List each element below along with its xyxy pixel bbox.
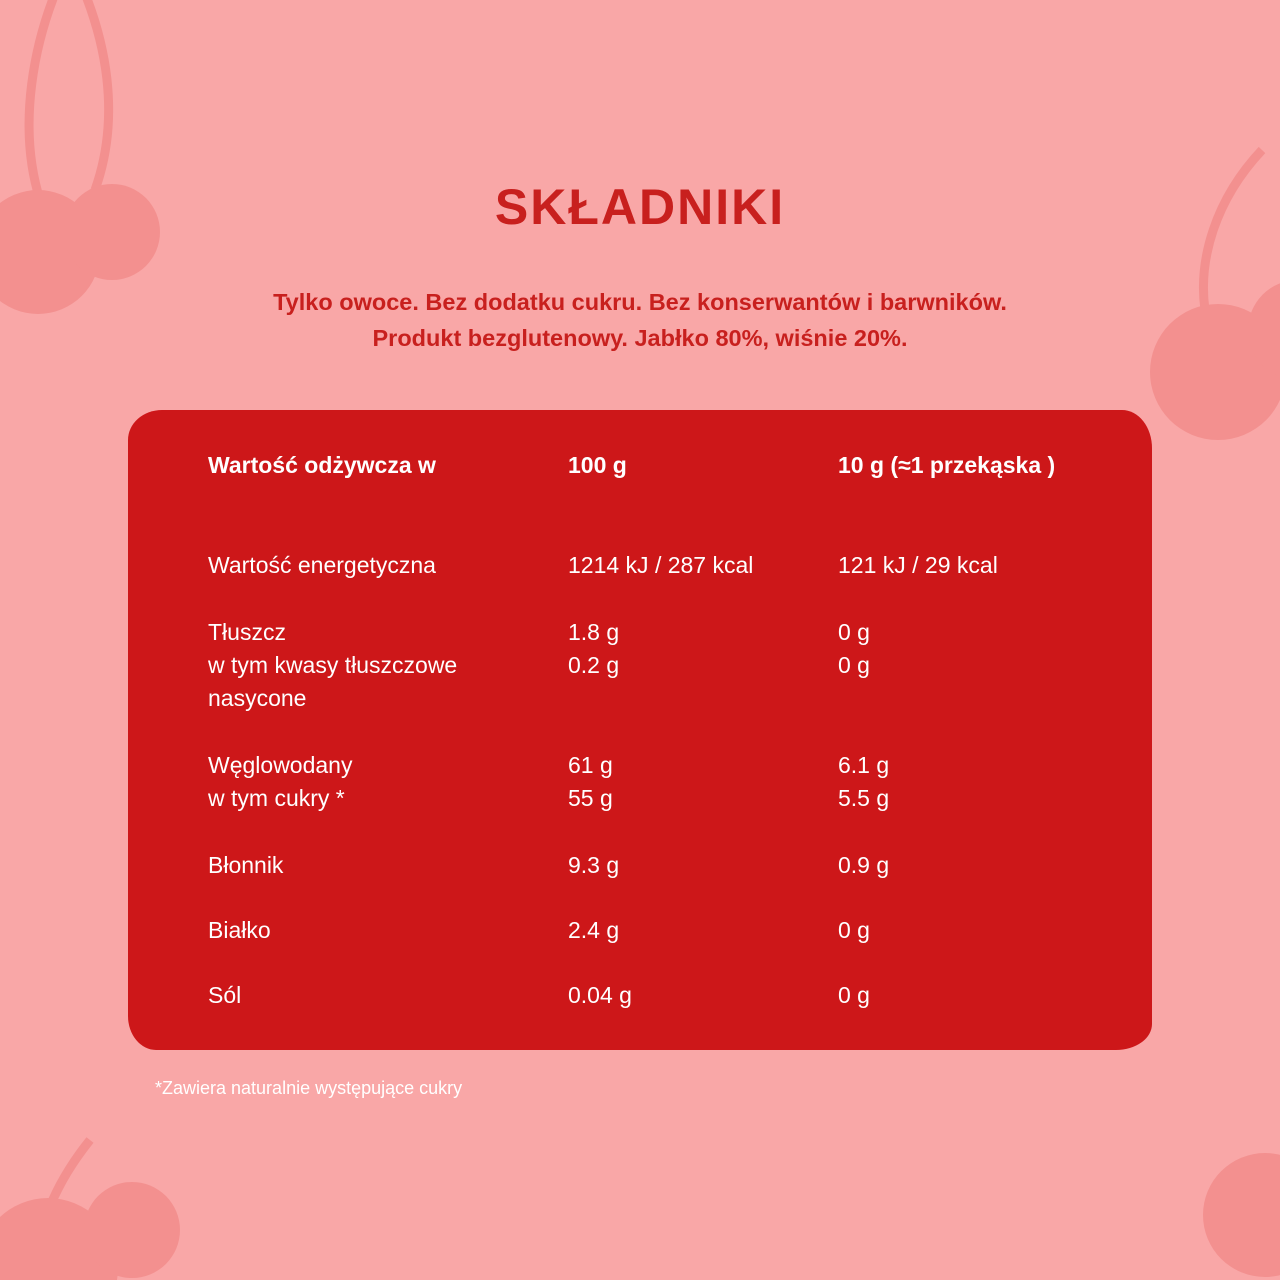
row-value-10g-line-1: 0 g bbox=[838, 917, 870, 943]
row-value-10g-line-2: 0 g bbox=[838, 652, 870, 678]
footnote: *Zawiera naturalnie występujące cukry bbox=[155, 1078, 463, 1098]
row-value-100g-line-1: 1.8 g bbox=[568, 619, 620, 645]
row-label-line-3: nasycone bbox=[208, 685, 307, 711]
table-row bbox=[208, 914, 1108, 979]
nutrition-table bbox=[208, 452, 1108, 1044]
table-row bbox=[208, 616, 1108, 749]
row-label-line-2: w tym cukry * bbox=[208, 785, 345, 811]
row-value-10g-line-1: 0.9 g bbox=[838, 852, 890, 878]
row-value-10g-line-1: 6.1 g bbox=[838, 752, 890, 778]
header-value-100g: 100 g bbox=[568, 452, 627, 478]
row-value-100g-line-1: 0.04 g bbox=[568, 982, 632, 1008]
table-row bbox=[208, 749, 1108, 849]
row-value-10g-line-2: 5.5 g bbox=[838, 785, 890, 811]
row-label bbox=[208, 849, 568, 914]
row-value-100g-line-1: 2.4 g bbox=[568, 917, 620, 943]
row-value-10g bbox=[838, 979, 1108, 1044]
row-value-10g bbox=[838, 849, 1108, 914]
table-row bbox=[208, 549, 1108, 616]
row-label-line-1: Tłuszcz bbox=[208, 619, 286, 645]
row-value-10g bbox=[838, 749, 1108, 849]
row-label bbox=[208, 979, 568, 1044]
row-value-100g bbox=[568, 914, 838, 979]
row-value-10g-line-1: 0 g bbox=[838, 982, 870, 1008]
row-value-10g bbox=[838, 616, 1108, 749]
page-title: SKŁADNIKI bbox=[494, 179, 786, 235]
row-value-100g bbox=[568, 979, 838, 1044]
row-value-100g bbox=[568, 749, 838, 849]
cherry-icon-bottom-right bbox=[1203, 1153, 1280, 1277]
table-row bbox=[208, 849, 1108, 914]
table-header-row bbox=[208, 452, 1108, 549]
row-value-10g-line-1: 121 kJ / 29 kcal bbox=[838, 552, 998, 578]
row-value-100g bbox=[568, 549, 838, 616]
row-label-line-2: w tym kwasy tłuszczowe bbox=[208, 652, 458, 678]
row-label-line-1: Białko bbox=[208, 917, 271, 943]
cherry-icon-top-left bbox=[0, 0, 160, 314]
row-value-100g bbox=[568, 616, 838, 749]
row-value-10g bbox=[838, 549, 1108, 616]
row-value-100g-line-1: 1214 kJ / 287 kcal bbox=[568, 552, 754, 578]
subtitle-line-2: Produkt bezglutenowy. Jabłko 80%, wiśnie 20%. bbox=[372, 325, 908, 351]
cherry-icon-bottom-left bbox=[0, 1140, 180, 1280]
row-label bbox=[208, 749, 568, 849]
row-value-100g-line-2: 0.2 g bbox=[568, 652, 620, 678]
row-label-line-1: Węglowodany bbox=[208, 752, 353, 778]
subtitle-line-1: Tylko owoce. Bez dodatku cukru. Bez konserwantów i barwników. bbox=[273, 289, 1007, 315]
nutrition-card-content bbox=[208, 452, 1108, 1044]
row-label-line-1: Wartość energetyczna bbox=[208, 552, 436, 578]
row-label bbox=[208, 914, 568, 979]
row-value-10g-line-1: 0 g bbox=[838, 619, 870, 645]
header-label: Wartość odżywcza w bbox=[208, 452, 436, 478]
row-label bbox=[208, 549, 568, 616]
row-value-10g bbox=[838, 914, 1108, 979]
row-value-100g bbox=[568, 849, 838, 914]
row-value-100g-line-2: 55 g bbox=[568, 785, 613, 811]
row-label bbox=[208, 616, 568, 749]
page-subtitle bbox=[190, 284, 1090, 356]
header-value-10g: 10 g (≈1 przekąska ) bbox=[838, 452, 1056, 478]
row-label-line-1: Sól bbox=[208, 982, 242, 1008]
table-row bbox=[208, 979, 1108, 1044]
row-label-line-1: Błonnik bbox=[208, 852, 284, 878]
nutrition-card bbox=[128, 410, 1152, 1050]
row-value-100g-line-1: 9.3 g bbox=[568, 852, 620, 878]
row-value-100g-line-1: 61 g bbox=[568, 752, 613, 778]
